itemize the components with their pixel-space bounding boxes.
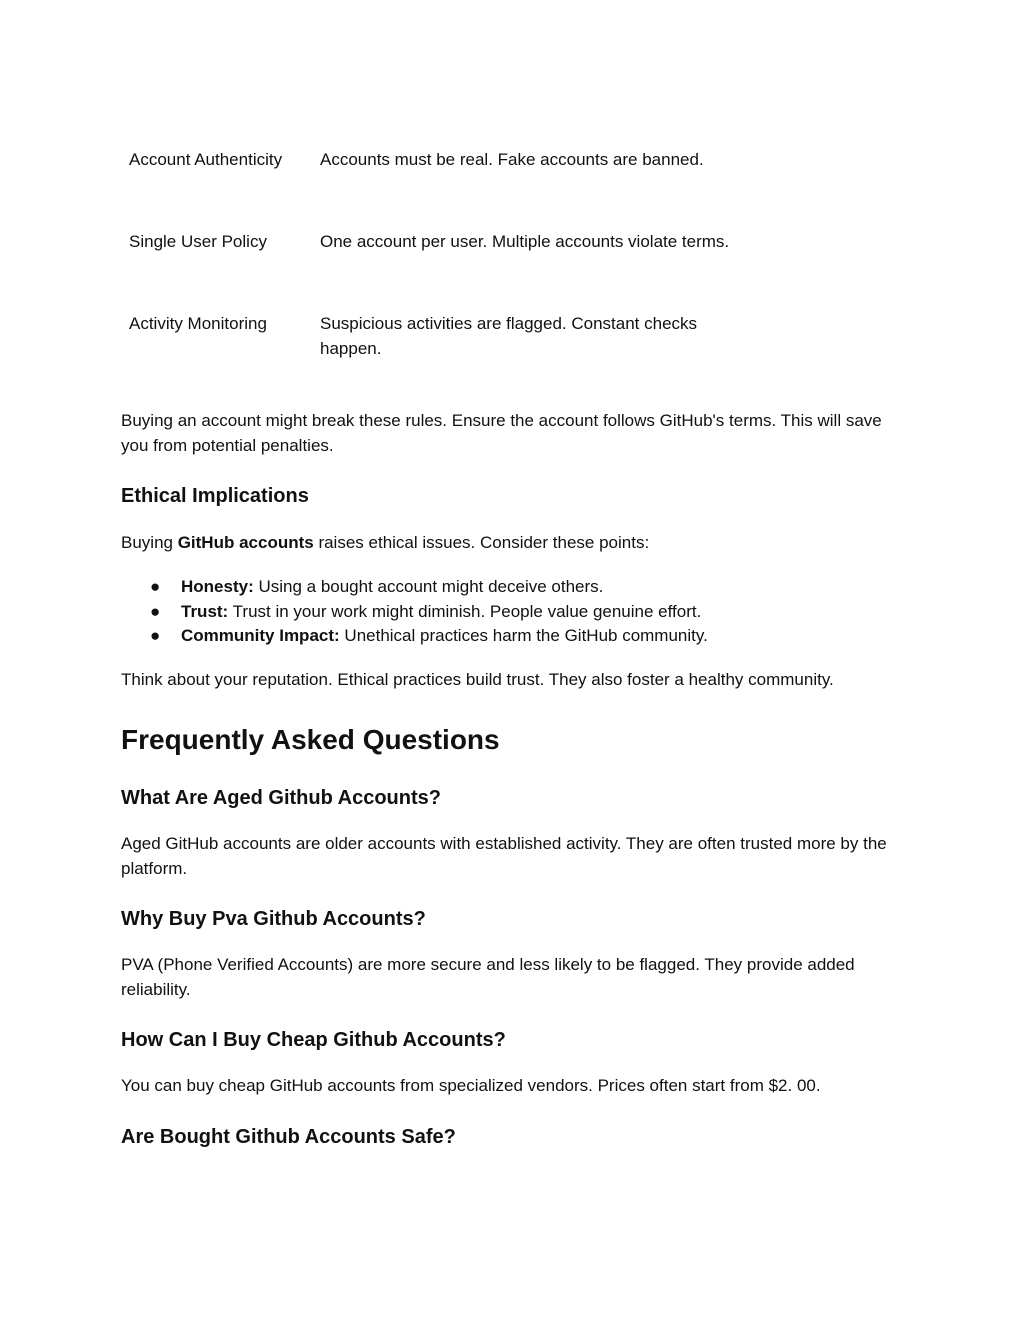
point-label: Honesty: (181, 577, 254, 596)
intro-bold-text: GitHub accounts (177, 533, 314, 552)
list-item (150, 600, 910, 625)
table-cell-description: Accounts must be real. Fake accounts are banned. (320, 150, 704, 169)
table-cell-description: One account per user. Multiple accounts violate terms. (320, 232, 730, 251)
list-item (150, 575, 910, 600)
point-text: Unethical practices harm the GitHub community. (339, 626, 708, 645)
ethics-points-list (150, 575, 910, 649)
ethics-intro-paragraph (121, 531, 911, 556)
point-text: Trust in your work might diminish. People value genuine effort. (228, 601, 702, 621)
faq-question: Why Buy Pva Github Accounts? (121, 908, 426, 930)
bullet-icon: ● (150, 601, 161, 621)
faq-answer: PVA (Phone Verified Accounts) are more secure and less likely to be flagged. They provide added reliability. (121, 955, 855, 999)
faq-heading: Frequently Asked Questions (121, 724, 500, 755)
point-label: Community Impact: (181, 626, 340, 645)
faq-question: How Can I Buy Cheap Github Accounts? (121, 1029, 506, 1051)
intro-text: Buying (121, 533, 178, 552)
table-cell-term: Single User Policy (129, 232, 267, 251)
bullet-icon: ● (150, 626, 161, 645)
faq-question: What Are Aged Github Accounts? (121, 787, 441, 809)
faq-answer: Aged GitHub accounts are older accounts with established activity. They are often trusted more by the platform. (121, 834, 887, 878)
intro-text: raises ethical issues. Consider these points: (313, 533, 650, 552)
section-heading-ethics: Ethical Implications (121, 485, 309, 507)
point-label: Trust: (181, 601, 229, 621)
table-cell-description: Suspicious activities are flagged. Constant checks happen. (320, 314, 698, 358)
ethics-closing-paragraph: Think about your reputation. Ethical practices build trust. They also foster a healthy community. (121, 670, 834, 689)
faq-answer: You can buy cheap GitHub accounts from specialized vendors. Prices often start from $2. 00. (121, 1076, 821, 1095)
faq-question: Are Bought Github Accounts Safe? (121, 1126, 456, 1148)
table-cell-term: Activity Monitoring (129, 314, 267, 333)
bullet-icon: ● (150, 577, 161, 596)
list-item (150, 624, 910, 649)
rules-note-paragraph: Buying an account might break these rules. Ensure the account follows GitHub's terms. This will save you from potential penalties. (121, 411, 882, 455)
table-cell-term: Account Authenticity (129, 150, 283, 169)
point-text: Using a bought account might deceive others. (253, 577, 604, 596)
